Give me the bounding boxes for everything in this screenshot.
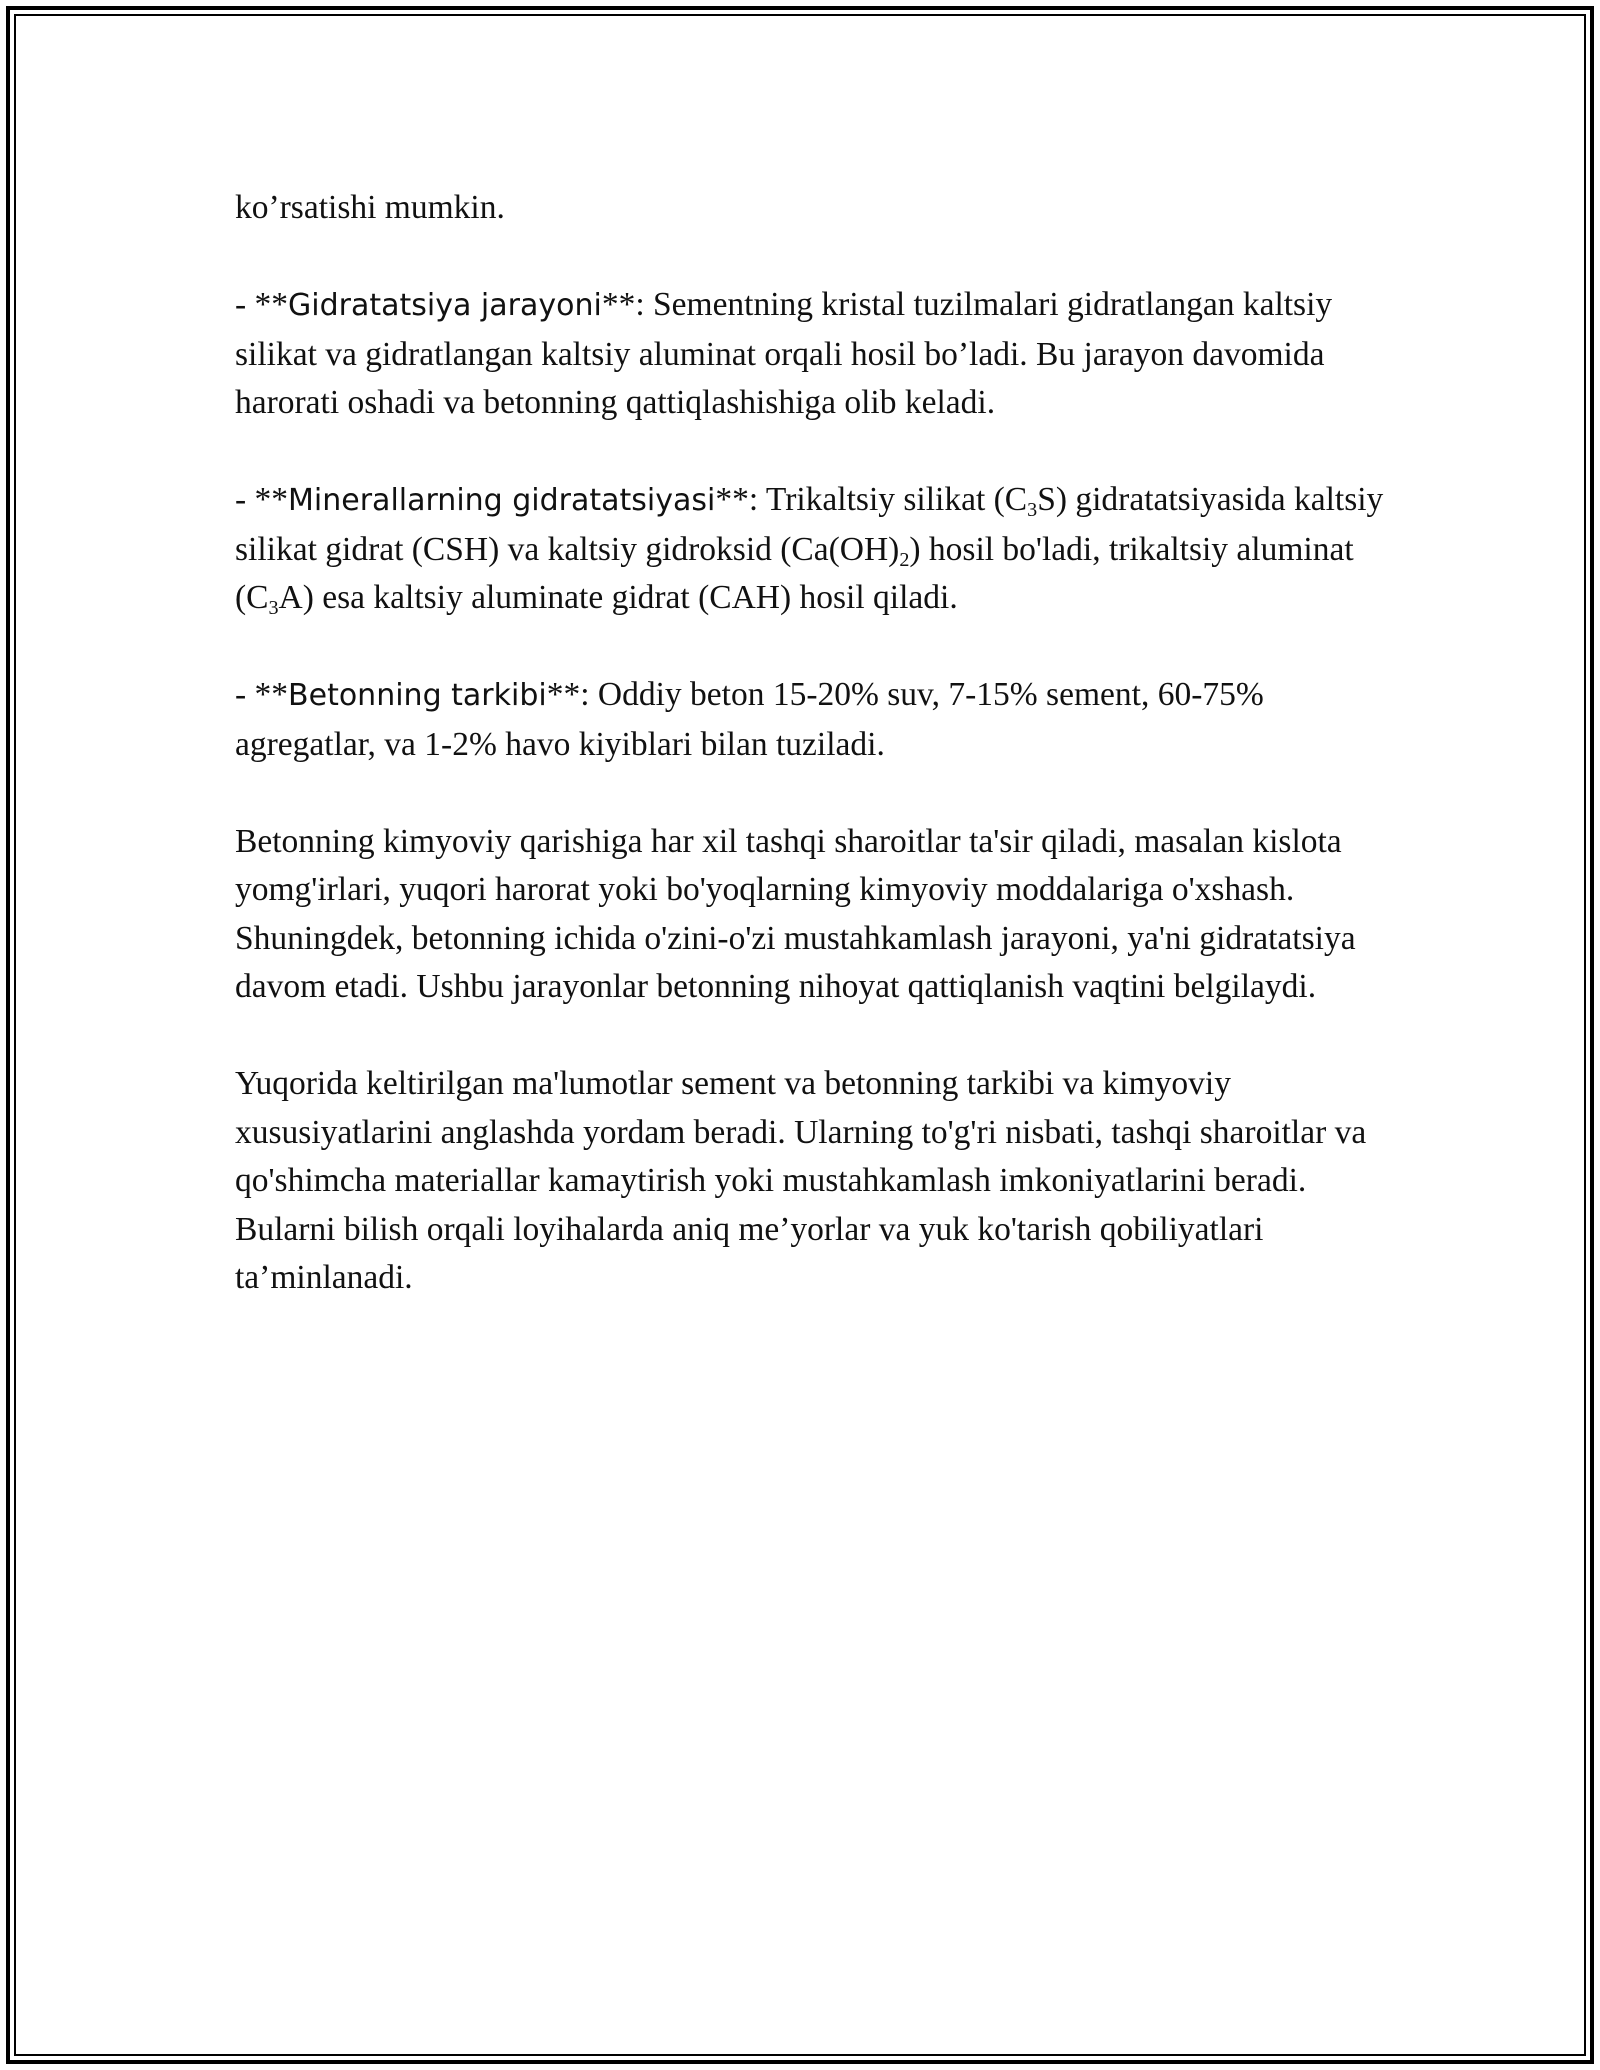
paragraph-hydration-process bbox=[235, 281, 1385, 428]
bullet-term: Betonning tarkibi bbox=[288, 678, 547, 713]
bullet-text: : Sementning kristal tuzilmalari gidratlangan kaltsiy silikat va gidratlangan kaltsiy aluminat orqali hosil bo’ladi. Bu jarayon davomida harorati oshadi va betonning qattiqlashishiga olib keladi. bbox=[235, 286, 1333, 421]
bullet-marker-end: ** bbox=[601, 286, 636, 323]
bullet-marker-end: ** bbox=[546, 676, 581, 713]
bullet-text-part-4: A) esa kaltsiy aluminate gidrat (CAH) hosil qiladi. bbox=[278, 579, 958, 616]
bullet-text: : Oddiy beton 15-20% suv, 7-15% sement, 60-75% agregatlar, va 1-2% havo kiyiblari bilan tuziladi. bbox=[235, 676, 1264, 763]
bullet-term: Gidratatsiya jarayoni bbox=[288, 288, 602, 323]
paragraph-continuation: ko’rsatishi mumkin. bbox=[235, 189, 505, 226]
paragraph-conclusion: Yuqorida keltirilgan ma'lumotlar sement va betonning tarkibi va kimyoviy xususiyatlarini anglashda yordam beradi. Ularning to'g'ri nisbati, tashqi sharoitlar va qo'shimcha materiallar kamaytirish yoki mustahkamlash imkoniyatlarini beradi. Bularni bilish orqali loyihalarda aniq me’yorlar va yuk ko'tarish qobiliyatlari ta’minlanadi. bbox=[235, 1065, 1367, 1296]
bullet-marker: - ** bbox=[235, 286, 289, 323]
subscript-3: 3 bbox=[1027, 499, 1038, 522]
paragraph-mineral-hydration bbox=[235, 476, 1385, 623]
subscript-2: 2 bbox=[899, 548, 910, 571]
subscript-3: 3 bbox=[268, 597, 279, 620]
bullet-text-part-2: S) gidratatsiyasida kaltsiy silikat gidrat (CSH) va kaltsiy gidroksid (Ca(OH) bbox=[235, 481, 1384, 568]
bullet-marker-end: ** bbox=[715, 481, 749, 518]
document-body bbox=[235, 184, 1385, 1351]
bullet-term: Minerallarning gidratatsiyasi bbox=[288, 483, 716, 518]
bullet-text-part-1: : Trikaltsiy silikat (C bbox=[748, 481, 1028, 518]
paragraph-concrete-composition bbox=[235, 671, 1385, 769]
bullet-text-part-3: ) hosil bo'ladi, trikaltsiy aluminat (C bbox=[235, 530, 1354, 616]
bullet-marker: - ** bbox=[235, 676, 289, 713]
paragraph-chemical-aging: Betonning kimyoviy qarishiga har xil tashqi sharoitlar ta'sir qiladi, masalan kislota yomg'irlari, yuqori harorat yoki bo'yoqlarning kimyoviy moddalariga o'xshash. Shuningdek, betonning ichida o'zini-o'zi mustahkamlash jarayoni, ya'ni gidratatsiya davom etadi. Ushbu jarayonlar betonning nihoyat qattiqlanish vaqtini belgilaydi. bbox=[235, 822, 1356, 1005]
bullet-marker: - ** bbox=[235, 481, 289, 518]
